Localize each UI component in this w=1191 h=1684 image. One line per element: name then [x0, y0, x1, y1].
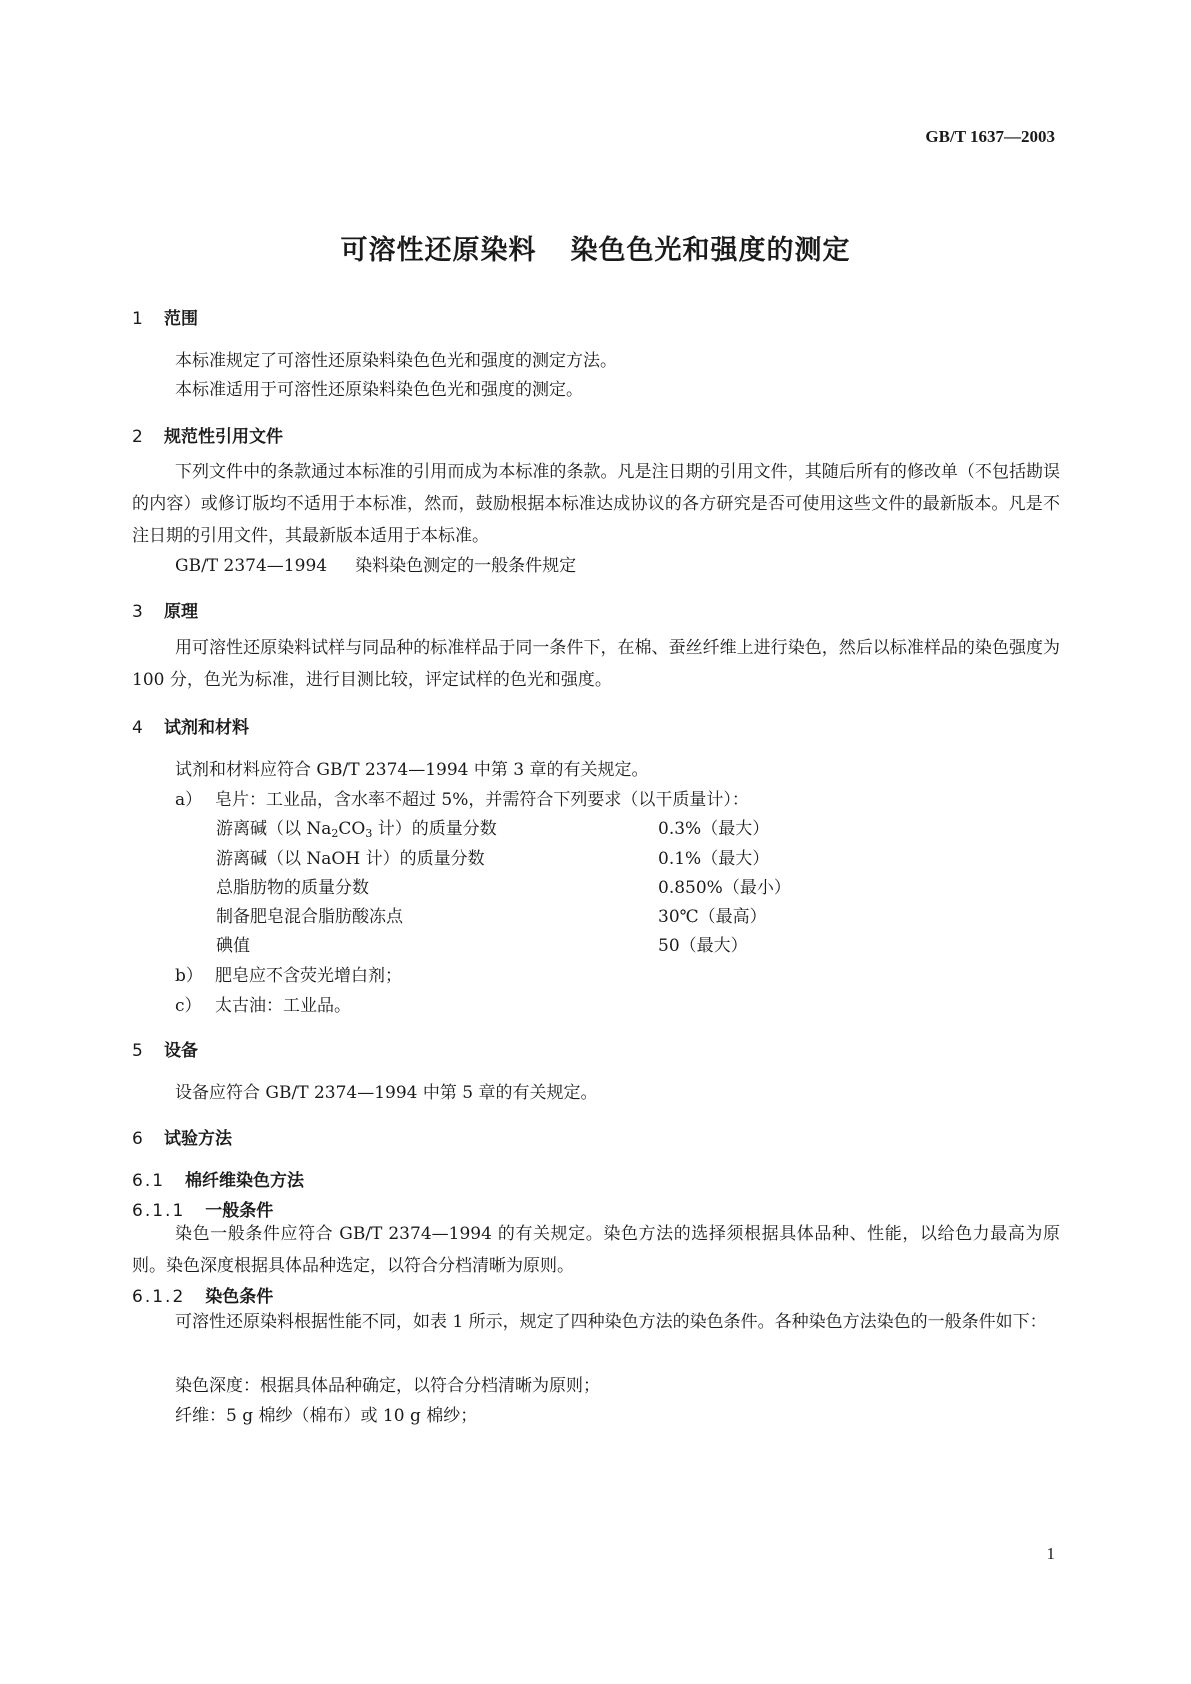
section-title: 试剂和材料 [164, 718, 249, 738]
requirement-row [216, 814, 776, 840]
section-number: 3 [132, 602, 143, 622]
section-title: 规范性引用文件 [164, 427, 283, 447]
section-number: 6 [132, 1129, 143, 1149]
normative-reference [175, 551, 576, 576]
subsection-title: 染色条件 [205, 1287, 274, 1307]
reference-title: 染料染色测定的一般条件规定 [355, 556, 577, 576]
list-text: 皂片：工业品，含水率不超过 5%，并需符合下列要求（以干质量计）： [215, 790, 749, 810]
requirement-row [216, 931, 776, 956]
requirement-label: 碘值 [216, 936, 250, 956]
list-text: 太古油：工业品。 [215, 996, 351, 1016]
requirement-label: 制备肥皂混合脂肪酸冻点 [216, 907, 403, 927]
dyeing-depth-line: 染色深度：根据具体品种确定，以符合分档清晰为原则； [175, 1376, 600, 1396]
list-marker: a） [175, 790, 203, 810]
page-title [0, 228, 1191, 267]
requirement-row [216, 844, 776, 869]
section-6-heading [132, 1124, 232, 1149]
subsection-title: 一般条件 [205, 1201, 274, 1221]
page-number: 1 [1046, 1544, 1055, 1563]
requirement-row [216, 902, 776, 927]
list-marker: b） [175, 966, 203, 986]
reference-code: GB/T 2374—1994 [175, 556, 328, 576]
sec3-paragraph-1: 用可溶性还原染料试样与同品种的标准样品于同一条件下，在棉、蚕丝纤维上进行染色，然后以标准样品的染色强度为 100 分，色光为标准，进行目测比较，评定试样的色光和强度。 [132, 638, 1060, 690]
section-title: 范围 [164, 309, 198, 329]
section-number: 5 [132, 1041, 143, 1061]
requirement-value: 50（最大） [658, 936, 748, 956]
subsection-number: 6.1.2 [132, 1287, 186, 1307]
section-3-heading [132, 597, 198, 622]
section-2-heading [132, 422, 283, 447]
requirement-value: 30℃（最高） [658, 907, 767, 927]
section-1-heading [132, 304, 198, 329]
section-title: 原理 [164, 602, 198, 622]
section-number: 4 [132, 718, 143, 738]
list-item-b [175, 961, 402, 986]
requirement-row [216, 873, 791, 898]
subsection-number: 6.1.1 [132, 1201, 186, 1221]
section-number: 1 [132, 309, 143, 329]
subsection-6-1-2-heading [132, 1282, 273, 1307]
section-5-heading [132, 1036, 198, 1061]
section-number: 2 [132, 427, 143, 447]
requirement-label: 总脂肪物的质量分数 [216, 878, 369, 898]
title-part-1: 可溶性还原染料 [340, 235, 537, 266]
title-part-2: 染色色光和强度的测定 [570, 235, 851, 266]
list-item-c [175, 991, 351, 1016]
requirement-label: 游离碱（以 $Na_2CO_3$ 计）的质量分数 [216, 819, 497, 840]
list-text: 肥皂应不含荧光增白剂； [215, 966, 402, 986]
sec1-paragraph-2: 本标准适用于可溶性还原染料染色色光和强度的测定。 [175, 380, 583, 400]
standard-number: GB/T 1637—2003 [925, 127, 1055, 146]
section-title: 设备 [164, 1041, 198, 1061]
section-4-heading [132, 713, 249, 738]
fiber-line: 纤维：5 g 棉纱（棉布）或 10 g 棉纱； [175, 1406, 478, 1426]
sec5-paragraph-1: 设备应符合 GB/T 2374—1994 中第 5 章的有关规定。 [175, 1083, 598, 1103]
requirement-value: 0.3%（最大） [658, 819, 770, 839]
sec6-1-1-paragraph: 染色一般条件应符合 GB/T 2374—1994 的有关规定。染色方法的选择须根据具体品种、性能，以给色力最高为原则。染色深度根据具体品种选定，以符合分档清晰为原则。 [132, 1224, 1060, 1276]
requirement-value: 0.850%（最小） [658, 878, 791, 898]
list-item-a [175, 785, 749, 810]
list-marker: c） [175, 996, 202, 1016]
sec6-1-2-paragraph: 可溶性还原染料根据性能不同，如表 1 所示，规定了四种染色方法的染色条件。各种染色方法染色的一般条件如下： [175, 1312, 1047, 1332]
subsection-title: 棉纤维染色方法 [185, 1171, 305, 1191]
subsection-number: 6.1 [132, 1171, 166, 1191]
subsection-6-1-heading [132, 1166, 304, 1191]
sec4-intro: 试剂和材料应符合 GB/T 2374—1994 中第 3 章的有关规定。 [175, 760, 649, 780]
requirement-label: 游离碱（以 NaOH 计）的质量分数 [216, 849, 485, 869]
requirement-value: 0.1%（最大） [658, 849, 770, 869]
sec2-paragraph-1: 下列文件中的条款通过本标准的引用而成为本标准的条款。凡是注日期的引用文件，其随后所有的修改单（不包括勘误的内容）或修订版均不适用于本标准，然而，鼓励根据本标准达成协议的各方研究是否可使用这些文件的最新版本。凡是不注日期的引用文件，其最新版本适用于本标准。 [132, 462, 1060, 546]
section-title: 试验方法 [164, 1129, 232, 1149]
sec1-paragraph-1: 本标准规定了可溶性还原染料染色色光和强度的测定方法。 [175, 351, 617, 371]
